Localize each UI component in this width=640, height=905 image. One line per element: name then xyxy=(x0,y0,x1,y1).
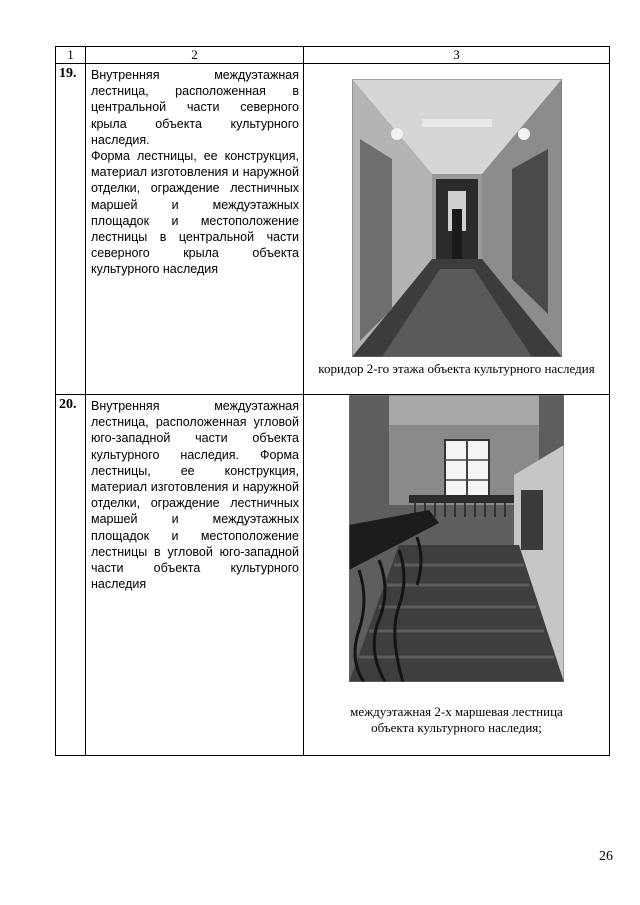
photo-caption: междуэтажная 2-х маршевая лестница объекта культурного наследия; xyxy=(350,704,563,735)
page-number: 26 xyxy=(599,849,613,864)
row-description: Внутренняя междуэтажная лестница, расположенная угловой юго-западной части объекта культурного наследия. Форма лестницы, ее конструкция, материал изготовления и наружной отделки, ограждение лестничных маршей и междуэтажных площадок и местоположение лестницы в угловой юго-западной части объекта культурного наследия xyxy=(91,399,299,592)
header-col-3: 3 xyxy=(304,47,610,64)
table-row xyxy=(56,395,610,756)
corridor-photo xyxy=(352,79,562,357)
photo-caption: коридор 2-го этажа объекта культурного наследия xyxy=(318,361,595,376)
row-number: 20. xyxy=(56,395,86,756)
heritage-table xyxy=(55,46,610,756)
staircase-photo xyxy=(349,395,564,682)
table-row xyxy=(56,64,610,395)
row-description-continued: Форма лестницы, ее конструкция, материал изготовления и наружной отделки, ограждение лестничных маршей и междуэтажных площадок и местоположение лестницы в центральной части северного крыла объекта культурного наследия xyxy=(91,149,299,277)
header-col-2: 2 xyxy=(86,47,304,64)
row-description: Внутренняя междуэтажная лестница, расположенная в центральной части северного крыла объекта культурного наследия. xyxy=(91,68,299,147)
row-photo-cell xyxy=(304,64,610,395)
header-col-1: 1 xyxy=(56,47,86,64)
row-photo-cell xyxy=(304,395,610,756)
row-description-cell xyxy=(86,395,304,756)
row-description-cell xyxy=(86,64,304,395)
table-header-row xyxy=(56,47,610,64)
row-number: 19. xyxy=(56,64,86,395)
